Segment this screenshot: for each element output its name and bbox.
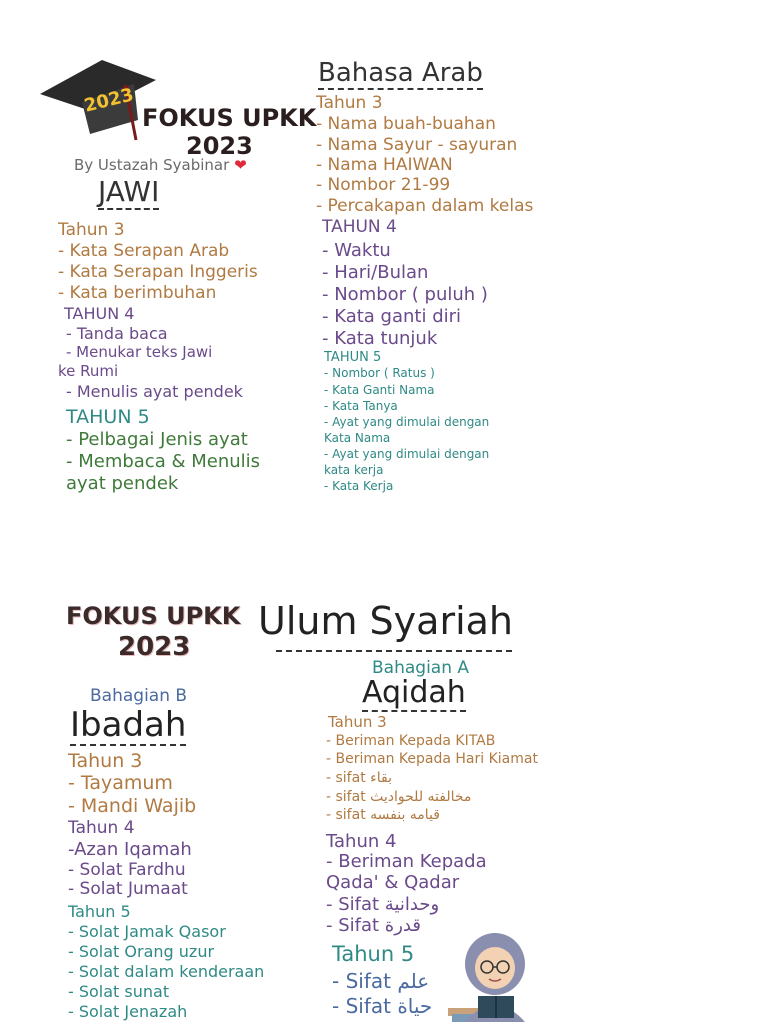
list-item: - Pelbagai Jenis ayat <box>66 429 248 450</box>
ibadah-tahun3-label: Tahun 3 <box>68 750 143 772</box>
fokus-upkk-year-bottom: 2023 <box>118 632 191 662</box>
ibadah-tahun4-label: Tahun 4 <box>68 818 135 838</box>
list-item: - Sifat قدرة <box>326 915 421 936</box>
fokus-upkk-year: 2023 <box>186 132 253 160</box>
list-item: - Solat sunat <box>68 982 170 1001</box>
list-item: - Solat dalam kenderaan <box>68 962 265 981</box>
list-item: - Nama Sayur - sayuran <box>316 135 518 155</box>
list-item: - Nama buah-buahan <box>316 114 496 134</box>
list-item: - Solat Jamak Qasor <box>68 922 226 941</box>
list-item: - Tayamum <box>68 772 173 794</box>
aqidah-title: Aqidah <box>362 675 466 710</box>
aqidah-tahun4-label: Tahun 4 <box>326 831 397 852</box>
fokus-upkk-title: FOKUS UPKK <box>142 104 317 132</box>
list-item: - Solat Jumaat <box>68 879 188 899</box>
list-item: - Hari/Bulan <box>322 262 429 283</box>
list-item: - Solat Jenazah <box>68 1002 188 1021</box>
fokus-upkk-title-bottom: FOKUS UPKK <box>66 602 241 630</box>
list-item: - Waktu <box>322 240 391 261</box>
list-item: - Beriman Kepada <box>326 851 487 872</box>
aqidah-tahun5-label: Tahun 5 <box>332 942 415 966</box>
list-item: - Nama HAIWAN <box>316 155 453 175</box>
list-item: - Kata tunjuk <box>322 328 438 349</box>
byline <box>74 158 247 173</box>
jawi-tahun3-label: Tahun 3 <box>58 220 125 240</box>
list-item: - Kata Ganti Nama <box>324 383 435 397</box>
jawi-title: JAWI <box>98 175 160 208</box>
list-item: ayat pendek <box>66 473 179 494</box>
list-item: - sifat بقاء <box>326 770 392 786</box>
list-item: - Kata berimbuhan <box>58 283 217 303</box>
list-item: - Kata Tanya <box>324 399 398 413</box>
arab-tahun4-label: TAHUN 4 <box>322 217 397 237</box>
list-item: - Beriman Kepada Hari Kiamat <box>326 751 538 767</box>
list-item: - Sifat وحدانية <box>326 894 440 915</box>
aqidah-tahun3-label: Tahun 3 <box>328 713 387 731</box>
aqidah-section-label: Bahagian A <box>372 658 470 678</box>
list-item: Kata Nama <box>324 431 391 445</box>
ibadah-title: Ibadah <box>70 705 187 745</box>
list-item: - Sifat حياة <box>332 994 433 1018</box>
arab-tahun3-label: Tahun 3 <box>316 93 383 113</box>
list-item: - Percakapan dalam kelas <box>316 196 534 216</box>
byline-text: By Ustazah Syabinar <box>74 156 230 174</box>
arab-tahun5-label: TAHUN 5 <box>324 350 382 365</box>
list-item: -Azan Iqamah <box>68 839 192 860</box>
cap-year-badge: 2023 <box>82 84 136 117</box>
list-item: - Beriman Kepada KITAB <box>326 733 496 749</box>
list-item: - Ayat yang dimulai dengan <box>324 447 490 461</box>
list-item: Qada' & Qadar <box>326 872 460 893</box>
bahasa-arab-title: Bahasa Arab <box>318 58 483 88</box>
ibadah-section-label: Bahagian B <box>90 686 188 706</box>
list-item: - Ayat yang dimulai dengan <box>324 415 490 429</box>
teacher-reading-illustration <box>440 930 540 1024</box>
ulum-syariah-title: Ulum Syariah <box>258 599 513 643</box>
list-item: - Nombor ( puluh ) <box>322 284 488 305</box>
list-item: - Nombor ( Ratus ) <box>324 366 435 380</box>
list-item: - Kata Serapan Arab <box>58 241 230 261</box>
list-item: - Kata ganti diri <box>322 306 462 327</box>
jawi-tahun5-label: TAHUN 5 <box>66 406 150 428</box>
heart-icon: ❤ <box>234 156 247 174</box>
list-item: - Menulis ayat pendek <box>66 382 243 401</box>
ibadah-tahun5-label: Tahun 5 <box>68 902 131 921</box>
list-item: - Mandi Wajib <box>68 795 197 817</box>
list-item: ke Rumi <box>58 362 119 380</box>
list-item: - Kata Kerja <box>324 479 394 493</box>
list-item: - Solat Orang uzur <box>68 942 215 961</box>
list-item: kata kerja <box>324 463 384 477</box>
list-item: - Nombor 21-99 <box>316 175 451 195</box>
ulum-underline <box>276 650 512 652</box>
list-item: - sifat قيامه بنفسه <box>326 807 440 823</box>
list-item: - Sifat علم <box>332 969 430 993</box>
list-item: - Kata Serapan Inggeris <box>58 262 258 282</box>
list-item: - Tanda baca <box>66 324 168 343</box>
list-item: - sifat مخالفته للحواديث <box>326 789 472 805</box>
list-item: - Menukar teks Jawi <box>66 343 213 361</box>
jawi-tahun4-label: TAHUN 4 <box>64 304 135 323</box>
list-item: - Solat Fardhu <box>68 860 186 880</box>
list-item: - Membaca & Menulis <box>66 451 261 472</box>
